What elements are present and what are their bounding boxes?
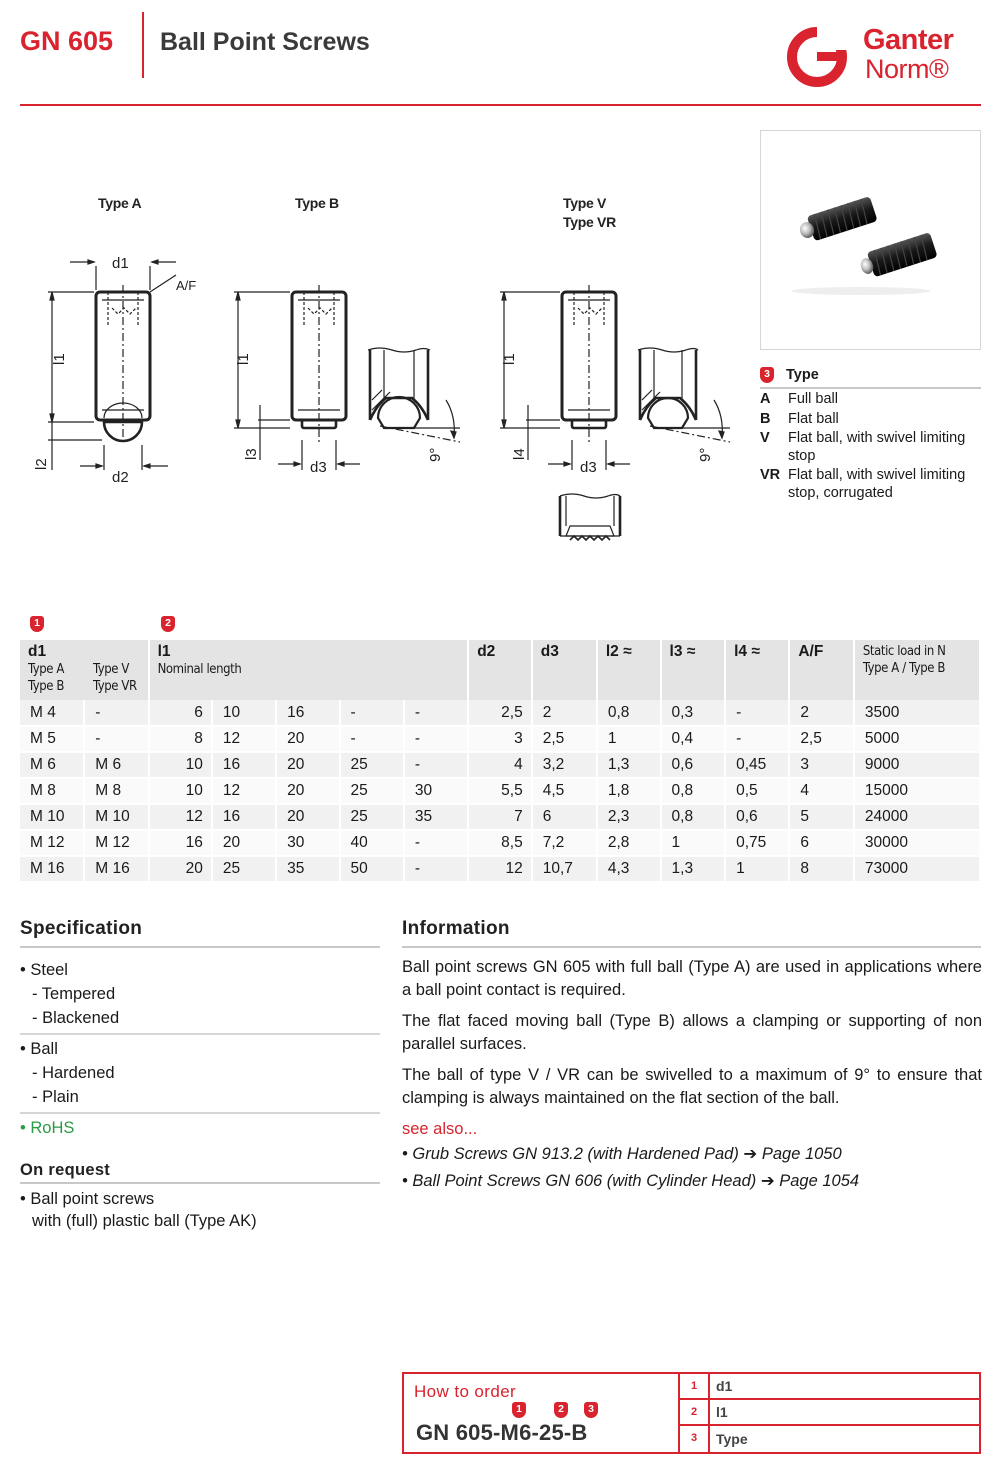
table-cell: 73000 bbox=[854, 856, 980, 882]
table-cell: 15000 bbox=[854, 778, 980, 804]
table-cell: 2,5 bbox=[468, 700, 532, 726]
col-d3: d3 bbox=[532, 640, 597, 700]
type-key: VR bbox=[760, 467, 781, 483]
table-cell: 2 bbox=[789, 700, 854, 726]
spec-tempered: - Tempered bbox=[32, 985, 116, 1003]
table-cell: 0,5 bbox=[725, 778, 789, 804]
ganter-norm-logo bbox=[786, 24, 982, 88]
table-cell: - bbox=[404, 726, 468, 752]
specification-list bbox=[20, 956, 380, 1143]
table-cell: - bbox=[404, 856, 468, 882]
col-load-label: Static load in N bbox=[862, 644, 946, 659]
col-d1-type-vr: Type VR bbox=[93, 679, 137, 694]
specification-rule bbox=[20, 946, 380, 948]
dim-l1-a: l1 bbox=[51, 353, 68, 365]
col-l1-sub: Nominal length bbox=[157, 662, 242, 677]
type-legend-title: Type bbox=[786, 367, 819, 383]
spec-group-rohs bbox=[20, 1114, 380, 1143]
table-row bbox=[20, 726, 980, 752]
type-desc: Full ball bbox=[788, 391, 838, 407]
type-row-a bbox=[760, 391, 981, 409]
type-desc: Flat ball, with swivel limiting stop, corrugated bbox=[788, 467, 966, 501]
order-code: GN 605-M6-25-B bbox=[416, 1420, 588, 1445]
table-cell: 4,5 bbox=[532, 778, 597, 804]
table-cell: 0,6 bbox=[725, 804, 789, 830]
on-request-list bbox=[20, 1188, 380, 1232]
badge-3: 3 bbox=[760, 367, 774, 383]
badge-1: 1 bbox=[30, 616, 44, 632]
table-cell: 30 bbox=[276, 830, 339, 856]
table-cell: 8 bbox=[789, 856, 854, 882]
order-legend-num: 2 bbox=[680, 1400, 710, 1424]
type-desc: Flat ball, with swivel limiting stop bbox=[788, 430, 966, 464]
info-paragraph-2: The flat faced moving ball (Type B) allows a clamping or supporting of non parallel surfaces. bbox=[402, 1012, 982, 1053]
table-cell: 2,8 bbox=[597, 830, 661, 856]
table-cell: - bbox=[404, 752, 468, 778]
table-cell: 2,3 bbox=[597, 804, 661, 830]
table-cell: 30 bbox=[404, 778, 468, 804]
dim-l2: l2 bbox=[33, 458, 50, 470]
table-cell: 0,8 bbox=[661, 804, 726, 830]
table-row bbox=[20, 778, 980, 804]
table-cell: - bbox=[340, 726, 404, 752]
type-key: A bbox=[760, 391, 771, 407]
spec-plain: - Plain bbox=[32, 1088, 79, 1106]
ref-link-gn606[interactable]: • Ball Point Screws GN 606 (with Cylinder Head) ➔ Page 1054 bbox=[402, 1172, 860, 1190]
order-legend-row bbox=[680, 1374, 979, 1400]
dim-l3: l3 bbox=[243, 448, 260, 460]
col-l1 bbox=[149, 640, 469, 700]
table-cell: 16 bbox=[276, 700, 339, 726]
table-cell: 3,2 bbox=[532, 752, 597, 778]
table-cell: M 5 bbox=[20, 726, 84, 752]
table-cell: 24000 bbox=[854, 804, 980, 830]
table-cell: 5 bbox=[789, 804, 854, 830]
table-row bbox=[20, 830, 980, 856]
table-cell: 25 bbox=[340, 804, 404, 830]
col-af: A/F bbox=[789, 640, 854, 700]
type-row-vr bbox=[760, 467, 981, 502]
type-legend-header bbox=[760, 367, 981, 389]
drawing-type-b bbox=[234, 285, 460, 470]
table-cell: 16 bbox=[212, 752, 276, 778]
table-header-row bbox=[20, 640, 980, 700]
table-body bbox=[20, 700, 980, 882]
how-to-order-box bbox=[402, 1372, 981, 1454]
col-l1-label: l1 bbox=[157, 643, 171, 660]
label-type-b: Type B bbox=[295, 195, 339, 211]
table-cell: 2,5 bbox=[789, 726, 854, 752]
table-cell: - bbox=[725, 700, 789, 726]
spec-ball: • Ball bbox=[20, 1040, 58, 1058]
dim-l1-b: l1 bbox=[235, 353, 252, 365]
col-d1 bbox=[20, 640, 149, 700]
dim-l4: l4 bbox=[511, 448, 528, 460]
dim-d3-v: d3 bbox=[580, 459, 597, 476]
table-cell: 4 bbox=[789, 778, 854, 804]
table-cell: 3 bbox=[468, 726, 532, 752]
col-d1-type-v: Type V bbox=[93, 662, 129, 677]
information-body bbox=[402, 956, 982, 1195]
order-legend-num: 3 bbox=[680, 1426, 710, 1452]
dim-angle-b: 9° bbox=[427, 447, 444, 462]
col-l2: l2 ≈ bbox=[597, 640, 661, 700]
info-paragraph-3: The ball of type V / VR can be swivelled to a maximum of 9° to ensure that clamping is always maintained on the flat section of the ball. bbox=[402, 1066, 982, 1107]
col-load-sub: Type A / Type B bbox=[862, 661, 946, 676]
information-title: Information bbox=[402, 918, 510, 939]
spec-group-steel bbox=[20, 956, 380, 1035]
product-code: GN 605 bbox=[20, 26, 114, 56]
dim-d1: d1 bbox=[112, 255, 129, 272]
logo-text-ganter: Ganter bbox=[863, 24, 954, 56]
order-legend-num: 1 bbox=[680, 1374, 710, 1398]
table-cell: 0,8 bbox=[661, 778, 726, 804]
table-cell: 35 bbox=[404, 804, 468, 830]
order-legend bbox=[678, 1374, 979, 1452]
header-separator bbox=[142, 12, 144, 78]
table-cell: - bbox=[404, 830, 468, 856]
type-row-b bbox=[760, 411, 981, 429]
table-cell: - bbox=[84, 700, 148, 726]
table-cell: 20 bbox=[276, 752, 339, 778]
table-cell: 8 bbox=[149, 726, 212, 752]
table-cell: - bbox=[84, 726, 148, 752]
table-cell: 6 bbox=[789, 830, 854, 856]
spec-hardened: - Hardened bbox=[32, 1064, 115, 1082]
table-cell: 7 bbox=[468, 804, 532, 830]
table-cell: 3500 bbox=[854, 700, 980, 726]
table-cell: 0,8 bbox=[597, 700, 661, 726]
table-cell: 50 bbox=[340, 856, 404, 882]
table-cell: 20 bbox=[276, 726, 339, 752]
ref-link-gn913[interactable]: • Grub Screws GN 913.2 (with Hardened Pad) ➔ Page 1050 bbox=[402, 1145, 842, 1163]
table-cell: 5,5 bbox=[468, 778, 532, 804]
table-cell: 20 bbox=[149, 856, 212, 882]
dim-l1-v: l1 bbox=[501, 353, 518, 365]
spec-steel: • Steel bbox=[20, 961, 68, 979]
col-l3: l3 ≈ bbox=[661, 640, 726, 700]
table-cell: - bbox=[725, 726, 789, 752]
request-line-2: with (full) plastic ball (Type AK) bbox=[32, 1212, 257, 1230]
table-cell: 1,8 bbox=[597, 778, 661, 804]
table-cell: 0,3 bbox=[661, 700, 726, 726]
table-cell: M 6 bbox=[84, 752, 148, 778]
table-row bbox=[20, 856, 980, 882]
type-key: B bbox=[760, 410, 771, 427]
type-desc: Flat ball bbox=[788, 410, 839, 427]
label-type-v: Type V bbox=[563, 195, 607, 211]
table-cell: M 8 bbox=[20, 778, 84, 804]
table-cell: 20 bbox=[276, 804, 339, 830]
table-cell: 1 bbox=[597, 726, 661, 752]
type-legend bbox=[760, 367, 981, 502]
table-cell: 16 bbox=[149, 830, 212, 856]
table-cell: 10 bbox=[149, 778, 212, 804]
page-title: Ball Point Screws bbox=[160, 28, 370, 56]
dim-angle-v: 9° bbox=[697, 447, 714, 462]
order-badge-1: 1 bbox=[512, 1402, 526, 1418]
spec-group-ball bbox=[20, 1035, 380, 1114]
table-cell: 7,2 bbox=[532, 830, 597, 856]
table-cell: 6 bbox=[532, 804, 597, 830]
table-cell: 10 bbox=[212, 700, 276, 726]
col-d1-label: d1 bbox=[28, 643, 47, 660]
order-legend-row bbox=[680, 1426, 979, 1452]
table-cell: - bbox=[404, 700, 468, 726]
col-l4: l4 ≈ bbox=[725, 640, 789, 700]
table-cell: 40 bbox=[340, 830, 404, 856]
table-cell: 3 bbox=[789, 752, 854, 778]
dim-d3-b: d3 bbox=[310, 459, 327, 476]
table-row bbox=[20, 804, 980, 830]
table-cell: M 16 bbox=[84, 856, 148, 882]
table-cell: 0,6 bbox=[661, 752, 726, 778]
table-cell: M 10 bbox=[84, 804, 148, 830]
table-cell: 10 bbox=[149, 752, 212, 778]
table-cell: 1,3 bbox=[597, 752, 661, 778]
order-legend-label: l1 bbox=[716, 1404, 728, 1420]
ball-point-screws-image bbox=[761, 131, 980, 349]
table-cell: 4 bbox=[468, 752, 532, 778]
table-cell: 12 bbox=[212, 778, 276, 804]
table-cell: 25 bbox=[340, 752, 404, 778]
table-cell: 35 bbox=[276, 856, 339, 882]
how-to-order-label: How to order bbox=[414, 1382, 517, 1401]
label-type-a: Type A bbox=[98, 195, 142, 211]
table-cell: 12 bbox=[468, 856, 532, 882]
table-cell: M 6 bbox=[20, 752, 84, 778]
table-cell: 20 bbox=[276, 778, 339, 804]
dim-d2: d2 bbox=[112, 469, 129, 486]
table-cell: M 10 bbox=[20, 804, 84, 830]
table-cell: 4,3 bbox=[597, 856, 661, 882]
table-row bbox=[20, 752, 980, 778]
table-cell: M 12 bbox=[20, 830, 84, 856]
table-cell: M 12 bbox=[84, 830, 148, 856]
table-cell: 12 bbox=[212, 726, 276, 752]
on-request-rule bbox=[20, 1182, 380, 1184]
table-cell: 9000 bbox=[854, 752, 980, 778]
spec-blackened: - Blackened bbox=[32, 1009, 120, 1027]
table-row bbox=[20, 700, 980, 726]
table-cell: 0,75 bbox=[725, 830, 789, 856]
order-legend-label: Type bbox=[716, 1431, 748, 1447]
see-also: see also... bbox=[402, 1120, 478, 1138]
table-cell: 20 bbox=[212, 830, 276, 856]
spec-rohs: • RoHS bbox=[20, 1119, 75, 1137]
ganter-logo-icon bbox=[786, 26, 852, 88]
table-cell: 0,45 bbox=[725, 752, 789, 778]
information-rule bbox=[402, 946, 981, 948]
table-cell: 16 bbox=[212, 804, 276, 830]
table-cell: 1 bbox=[661, 830, 726, 856]
col-d1-type-b: Type B bbox=[28, 679, 64, 694]
table-cell: 2,5 bbox=[532, 726, 597, 752]
table-cell: - bbox=[340, 700, 404, 726]
table-cell: 0,4 bbox=[661, 726, 726, 752]
technical-drawings bbox=[30, 230, 750, 560]
order-legend-row bbox=[680, 1400, 979, 1426]
table-cell: 1 bbox=[725, 856, 789, 882]
logo-text-norm: Norm® bbox=[865, 54, 949, 84]
order-legend-label: d1 bbox=[716, 1378, 733, 1394]
order-badge-2: 2 bbox=[554, 1402, 568, 1418]
request-line-1: • Ball point screws bbox=[20, 1190, 155, 1208]
table-cell: 1,3 bbox=[661, 856, 726, 882]
table-cell: 6 bbox=[149, 700, 212, 726]
table-cell: M 8 bbox=[84, 778, 148, 804]
dimensions-table bbox=[20, 640, 981, 883]
table-cell: 2 bbox=[532, 700, 597, 726]
table-cell: 25 bbox=[340, 778, 404, 804]
table-cell: M 16 bbox=[20, 856, 84, 882]
type-key: V bbox=[760, 430, 770, 446]
col-d1-type-a: Type A bbox=[28, 662, 64, 677]
table-cell: M 4 bbox=[20, 700, 84, 726]
product-photo bbox=[760, 130, 981, 350]
table-cell: 8,5 bbox=[468, 830, 532, 856]
drawing-type-v bbox=[500, 285, 730, 540]
type-row-v bbox=[760, 430, 981, 465]
specification-title: Specification bbox=[20, 918, 143, 939]
info-paragraph-1: Ball point screws GN 605 with full ball (Type A) are used in applications where a ball point contact is required. bbox=[402, 958, 982, 999]
table-cell: 5000 bbox=[854, 726, 980, 752]
dim-af: A/F bbox=[176, 278, 197, 293]
badge-2: 2 bbox=[161, 616, 175, 632]
col-d2: d2 bbox=[468, 640, 532, 700]
label-type-vr: Type VR bbox=[563, 214, 616, 230]
header-rule bbox=[20, 104, 981, 106]
col-static-load bbox=[854, 640, 980, 700]
on-request-title: On request bbox=[20, 1161, 111, 1179]
order-badge-3: 3 bbox=[584, 1402, 598, 1418]
table-cell: 10,7 bbox=[532, 856, 597, 882]
table-cell: 30000 bbox=[854, 830, 980, 856]
table-cell: 25 bbox=[212, 856, 276, 882]
table-cell: 12 bbox=[149, 804, 212, 830]
